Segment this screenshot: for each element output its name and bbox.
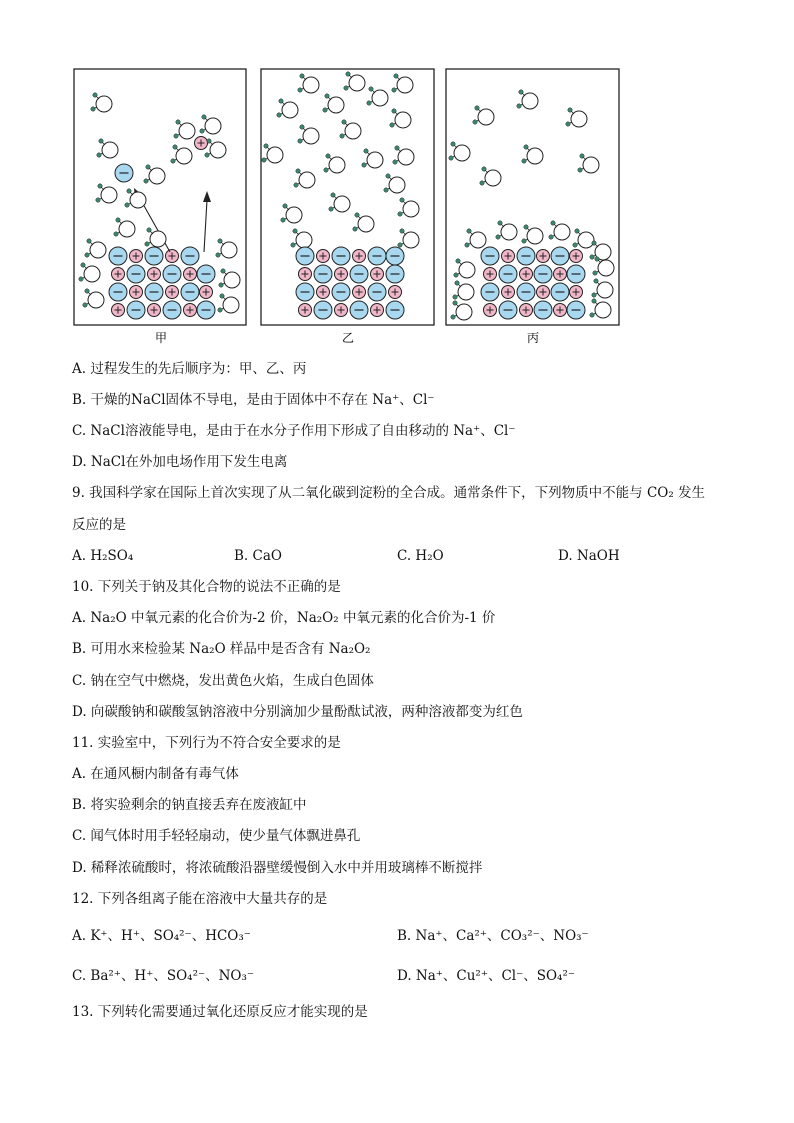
q13-stem: 13. 下列转化需要通过氧化还原反应才能实现的是 <box>72 1004 368 1020</box>
q11-option-b: B. 将实验剩余的钠直接丢弃在废液缸中 <box>72 797 307 813</box>
q10-stem: 10. 下列关于钠及其化合物的说法不正确的是 <box>72 579 341 595</box>
panel-yi <box>262 72 419 319</box>
q9-stem-line2: 反应的是 <box>72 517 126 533</box>
q12-option-c: C. Ba²⁺、H⁺、SO₄²⁻、NO₃⁻ <box>72 968 255 984</box>
q9-option-a: A. H₂SO₄ <box>72 548 134 564</box>
q10-option-a: A. Na₂O 中氧元素的化合价为-2 价，Na₂O₂ 中氧元素的化合价为-1 价 <box>72 610 496 626</box>
q9-option-d: D. NaOH <box>558 548 620 564</box>
q12-option-a: A. K⁺、H⁺、SO₄²⁻、HCO₃⁻ <box>72 928 251 944</box>
q12-stem: 12. 下列各组离子能在溶液中大量共存的是 <box>72 891 328 907</box>
q8-option-a: A. 过程发生的先后顺序为：甲、乙、丙 <box>72 361 307 377</box>
q12-option-b: B. Na⁺、Ca²⁺、CO₃²⁻、NO₃⁻ <box>397 928 589 944</box>
caption-jia: 甲 <box>154 331 168 345</box>
caption-yi: 乙 <box>341 331 355 345</box>
q9-option-b: B. CaO <box>234 548 282 564</box>
q9-stem-line1: 9. 我国科学家在国际上首次实现了从二氧化碳到淀粉的全合成。通常条件下，下列物质中不能与 CO₂ 发生 <box>72 485 706 501</box>
q11-stem: 11. 实验室中，下列行为不符合安全要求的是 <box>72 735 341 751</box>
q11-option-d: D. 稀释浓硫酸时，将浓硫酸沿器壁缓慢倒入水中并用玻璃棒不断搅拌 <box>72 860 483 876</box>
q12-option-d: D. Na⁺、Cu²⁺、Cl⁻、SO₄²⁻ <box>397 968 576 984</box>
q11-option-c: C. 闻气体时用手轻轻扇动，使少量气体飘进鼻孔 <box>72 828 361 844</box>
q11-option-a: A. 在通风橱内制备有毒气体 <box>72 766 239 782</box>
panel-jia <box>79 93 240 319</box>
q9-option-c: C. H₂O <box>397 548 444 564</box>
q8-option-b: B. 干燥的NaCl固体不导电，是由于固体中不存在 Na⁺、Cl⁻ <box>72 392 435 408</box>
q10-option-c: C. 钠在空气中燃烧，发出黄色火焰，生成白色固体 <box>72 673 374 689</box>
q10-option-d: D. 向碳酸钠和碳酸氢钠溶液中分别滴加少量酚酞试液，两种溶液都变为红色 <box>72 704 523 720</box>
q8-option-c: C. NaCl溶液能导电，是由于在水分子作用下形成了自由移动的 Na⁺、Cl⁻ <box>72 423 516 439</box>
nacl-dissolution-figure <box>0 0 794 350</box>
q8-option-d: D. NaCl在外加电场作用下发生电离 <box>72 454 288 470</box>
q10-option-b: B. 可用水来检验某 Na₂O 样品中是否含有 Na₂O₂ <box>72 641 371 657</box>
panel-bing <box>449 90 614 320</box>
caption-bing: 丙 <box>526 331 540 345</box>
